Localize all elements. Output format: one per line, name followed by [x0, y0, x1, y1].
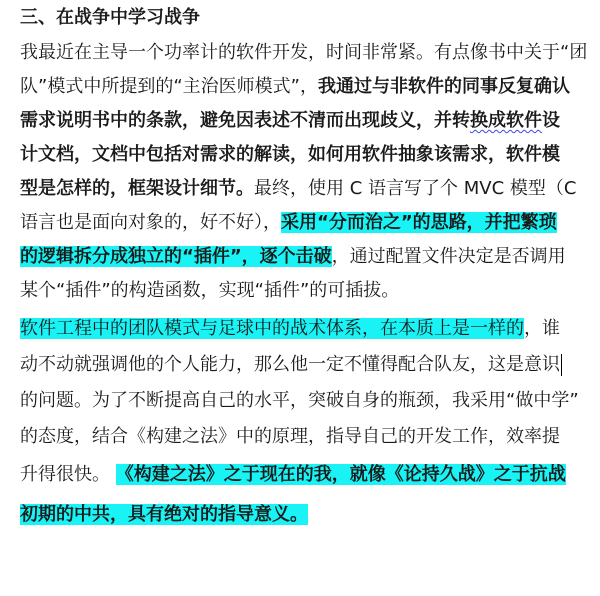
- text-run: 我最近在主导一个功率计的软件开发，时间非常紧。有点像书中关于“团: [20, 42, 588, 63]
- text-run: 语言也是面向对象的，好不好），: [20, 212, 281, 233]
- text-run: 的态度，结合《构建之法》中的原理，指导自己的开发工作，效率提: [20, 426, 560, 447]
- bold-text-run: 计文档，文档中包括对需求的解读，如何用软件抽象该需求，软件模: [20, 144, 560, 165]
- paragraph-1-line-2: [20, 72, 570, 102]
- paragraph-2-line-4: [20, 422, 560, 452]
- bold-text-run: 需求说明书中的条款，避免因表述不清而出现歧义，并转: [20, 110, 470, 131]
- paragraph-1-line-4: [20, 140, 560, 170]
- text-run: ，谁: [524, 318, 560, 339]
- paragraph-2-line-5: [20, 460, 566, 490]
- paragraph-1-line-6: [20, 208, 557, 238]
- bold-text-run: 我通过与非软件的同事反复确认: [317, 76, 570, 97]
- text-cursor: [561, 354, 562, 376]
- text-run: ，通过配置文件决定是否调用: [331, 246, 566, 267]
- highlighted-bold-text: 初期的中共，具有绝对的指导意义。: [20, 504, 308, 525]
- spellcheck-underlined-text: 换成软件: [470, 110, 542, 131]
- highlighted-text: 软件工程中的团队模式与足球中的战术体系，在本质上是一样的: [20, 318, 524, 339]
- bold-text-run: 设: [542, 110, 560, 131]
- paragraph-1-line-8: [20, 276, 399, 306]
- section-heading: 三、在战争中学习战争: [20, 7, 200, 28]
- text-run: 最终，使用 C 语言写了个 MVC 模型（C: [254, 178, 577, 199]
- text-run: 某个“插件”的构造函数，实现“插件”的可插拔。: [20, 280, 400, 301]
- paragraph-2-line-6: [20, 500, 308, 530]
- text-run: 队”模式中所提到的“主治医师模式”，: [20, 76, 318, 97]
- paragraph-2-line-2: [20, 350, 562, 380]
- bold-text-run: 型是怎样的，框架设计细节。: [20, 178, 254, 199]
- text-run: 动不动就强调他的个人能力，那么他一定不懂得配合队友，这是意识: [20, 354, 560, 375]
- highlighted-bold-text: 采用“分而治之”的思路，并把繁琐: [281, 212, 557, 233]
- paragraph-1-line-5: [20, 174, 576, 204]
- text-run: 的问题。为了不断提高自己的水平，突破自身的瓶颈，我采用“做中学”: [20, 390, 579, 411]
- paragraph-1-line-7: [20, 242, 566, 272]
- text-run: 升得很快。: [20, 464, 110, 485]
- paragraph-2-line-1: [20, 314, 560, 344]
- paragraph-1-line-3: [20, 106, 560, 136]
- highlighted-bold-text: 的逻辑拆分成独立的“插件”，逐个击破: [20, 246, 332, 267]
- paragraph-1-line-1: [20, 38, 587, 68]
- highlighted-bold-text: 《构建之法》之于现在的我，就像《论持久战》之于抗战: [115, 464, 566, 485]
- paragraph-2-line-3: [20, 386, 579, 416]
